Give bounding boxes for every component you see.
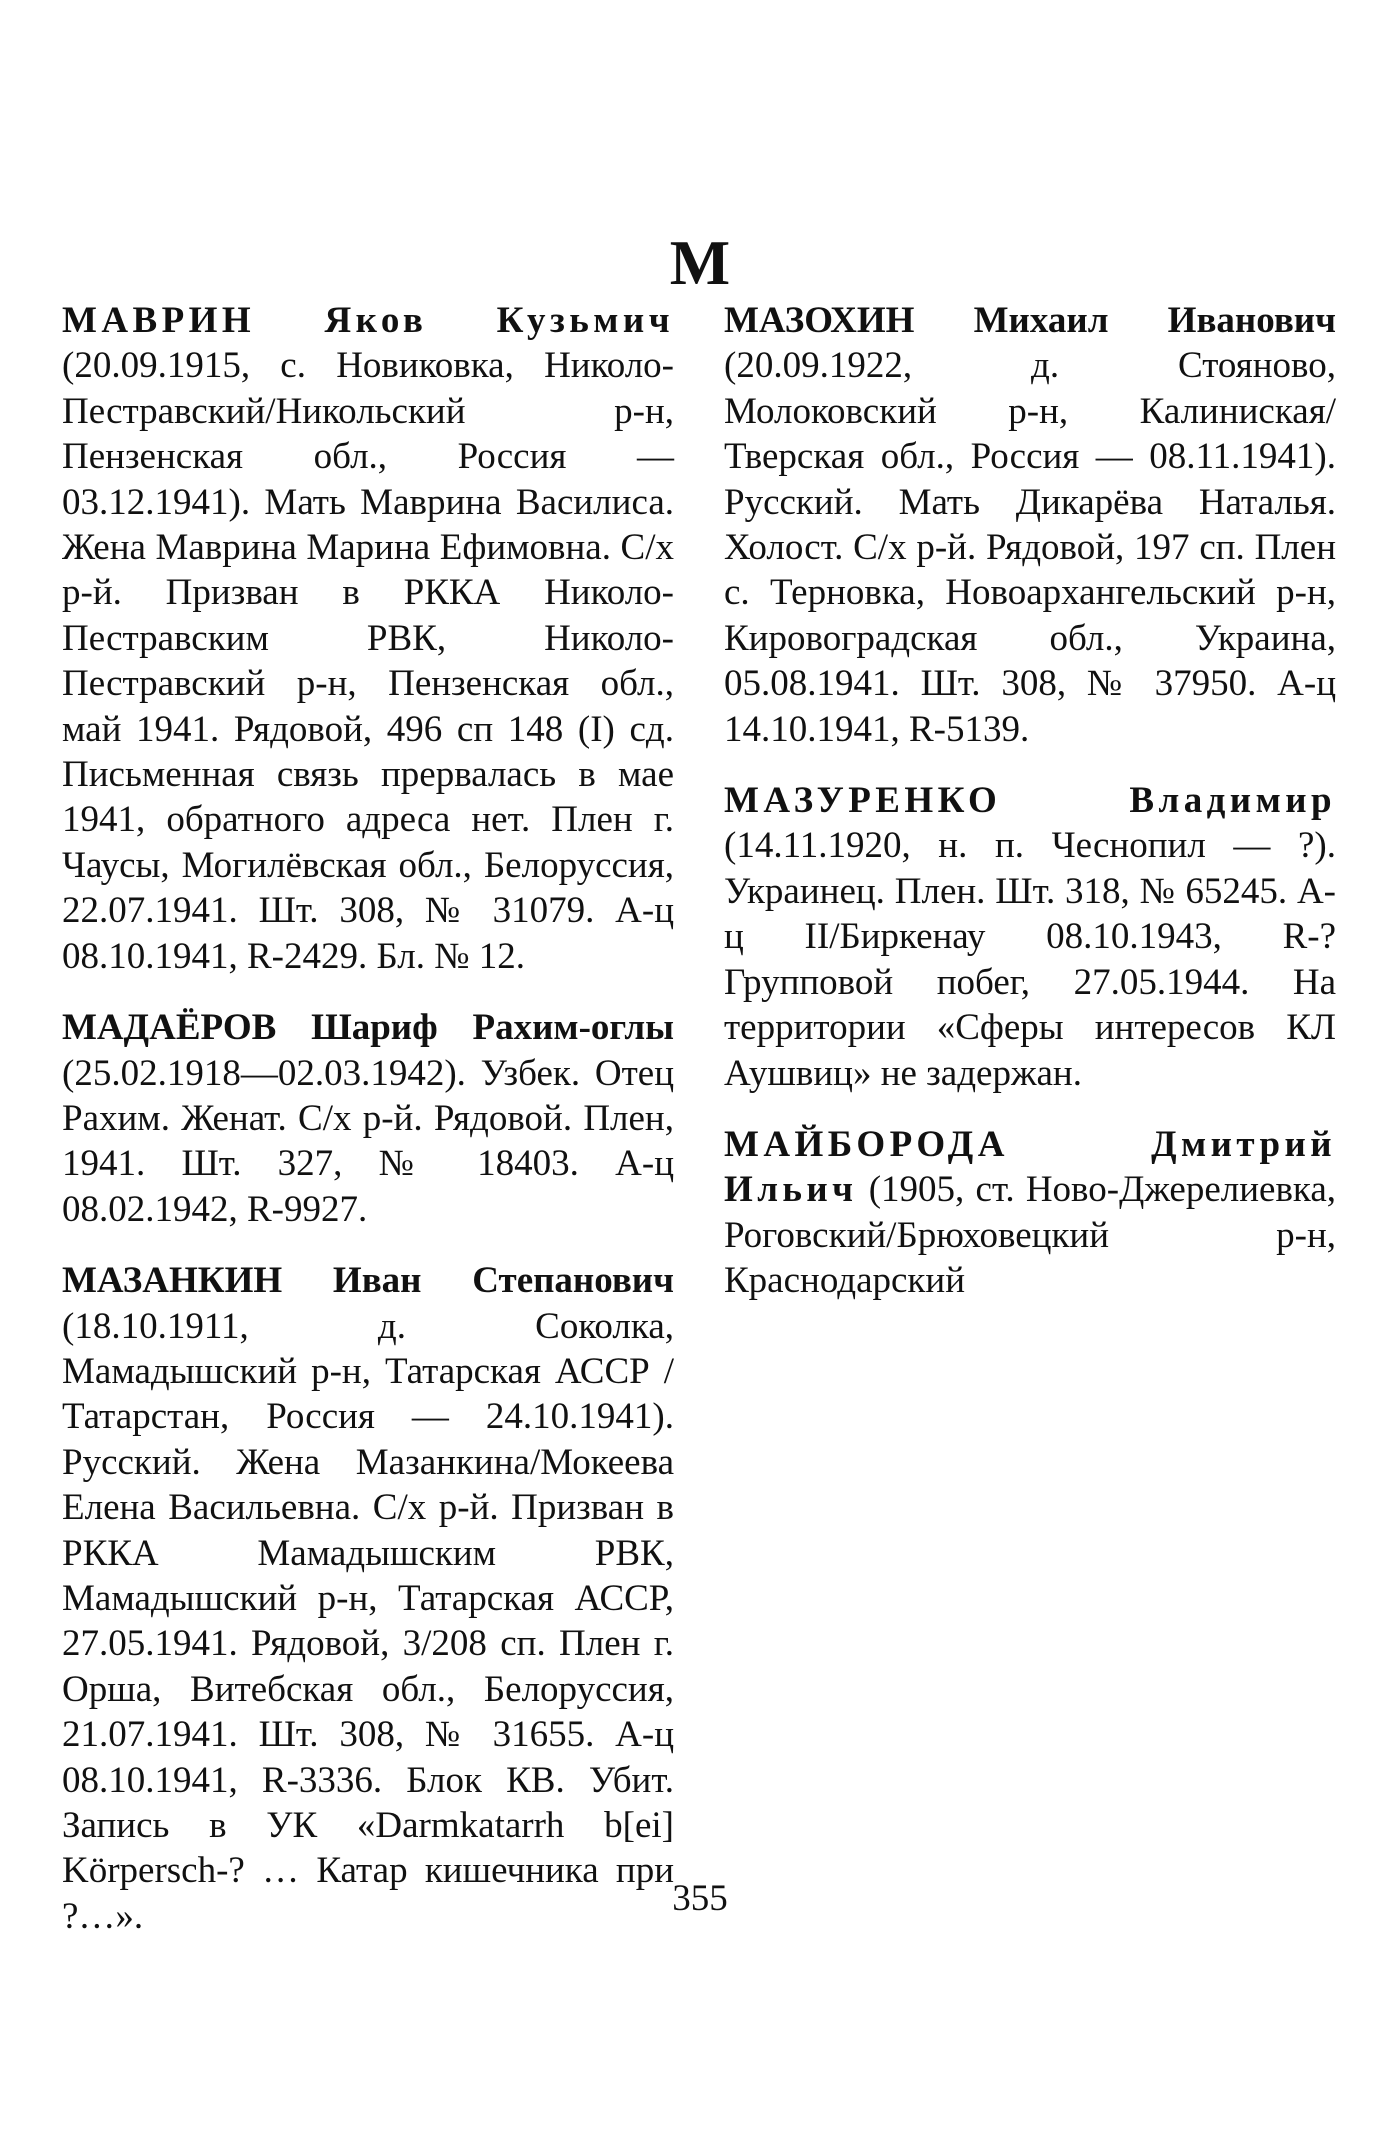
entry-mazurenko bbox=[724, 778, 1336, 1096]
section-letter: М bbox=[669, 227, 731, 298]
entry-text: (20.09.1922, д. Стояново, Молоковский р-н, Калиниская/Тверская обл., Россия — 08.11.1941). Русский. Мать Дикарёва Наталья. Холост. С/х р-й. Рядовой, 197 сп. Плен с. Терновка, Новоархангельский р-н, Кировоградская обл., Украина, 05.08.1941. Шт. 308, № 37950. А-ц 14.10.1941, R-5139. bbox=[724, 345, 1336, 750]
entry-name: МАЙБОРОДА Дмитрий Ильич bbox=[724, 1123, 1336, 1211]
entry-text: (20.09.1915, с. Новиковка, Николо-Пестравский/Никольский р-н, Пензенская обл., Россия — 03.12.1941). Мать Маврина Василиса. Жена Маврина Марина Ефимовна. С/х р-й. Призван в РККА Николо-Пестравским РВК, Николо-Пестравский р-н, Пензенская обл., май 1941. Рядовой, 496 сп 148 (I) сд. Письменная связь прервалась в мае 1941, обратного адреса нет. Плен г. Чаусы, Могилёвская обл., Белоруссия, 22.07.1941. Шт. 308, № 31079. А-ц 08.10.1941, R-2429. Бл. № 12. bbox=[62, 345, 674, 977]
entry-maiboroda bbox=[724, 1122, 1336, 1304]
entry-name: МАДАЁРОВ Шариф Рахим-оглы bbox=[62, 1007, 674, 1049]
entry-name: МАЗОХИН Михаил Иванович bbox=[724, 300, 1336, 341]
left-column bbox=[62, 298, 674, 1965]
entry-name: МАЗАНКИН Иван Степанович bbox=[62, 1260, 674, 1302]
entry-text: (18.10.1911, д. Соколка, Мамадышский р-н, Татарская АССР / Татарстан, Россия — 24.10.1941). Русский. Жена Мазанкина/Мокеева Елена Васильевна. С/х р-й. Призван в РККА Мамадышским РВК, Мамадышский р-н, Татарская АССР, 27.05.1941. Рядовой, 3/208 сп. Плен г. Орша, Витебская обл., Белоруссия, 21.07.1941. Шт. 308, № 31655. А-ц 08.10.1941, R-3336. Блок КВ. Убит. Запись в УК «Darmkatarrh b[ei] Körpersch-? … Катар кишечника при ?…». bbox=[62, 1305, 674, 1937]
entry-madaerov bbox=[62, 1005, 674, 1232]
entry-mazankin bbox=[62, 1258, 674, 1939]
entry-name: МАЗУРЕНКО Владимир bbox=[724, 780, 1336, 822]
page-number: 355 bbox=[672, 1878, 728, 1919]
entry-mavrin bbox=[62, 298, 674, 979]
entry-text: (14.11.1920, н. п. Чеснопил — ?). Украинец. Плен. Шт. 318, № 65245. А-ц II/Биркенау 08.10.1943, R-? Групповой побег, 27.05.1944. На территории «Сферы интересов КЛ Аушвиц» не задержан. bbox=[724, 825, 1336, 1094]
entry-text: (1905, ст. Ново-Джерелиевка, Роговский/Брюховецкий р-н, Краснодарский bbox=[724, 1169, 1336, 1302]
entry-mazokhin bbox=[724, 298, 1336, 752]
right-column bbox=[724, 298, 1336, 1330]
entry-name: МАВРИН Яков Кузьмич bbox=[62, 300, 674, 341]
entry-text: (25.02.1918—02.03.1942). Узбек. Отец Рахим. Женат. С/х р-й. Рядовой. Плен, 1941. Шт. 327, № 18403. А-ц 08.02.1942, R-9927. bbox=[62, 1052, 674, 1230]
